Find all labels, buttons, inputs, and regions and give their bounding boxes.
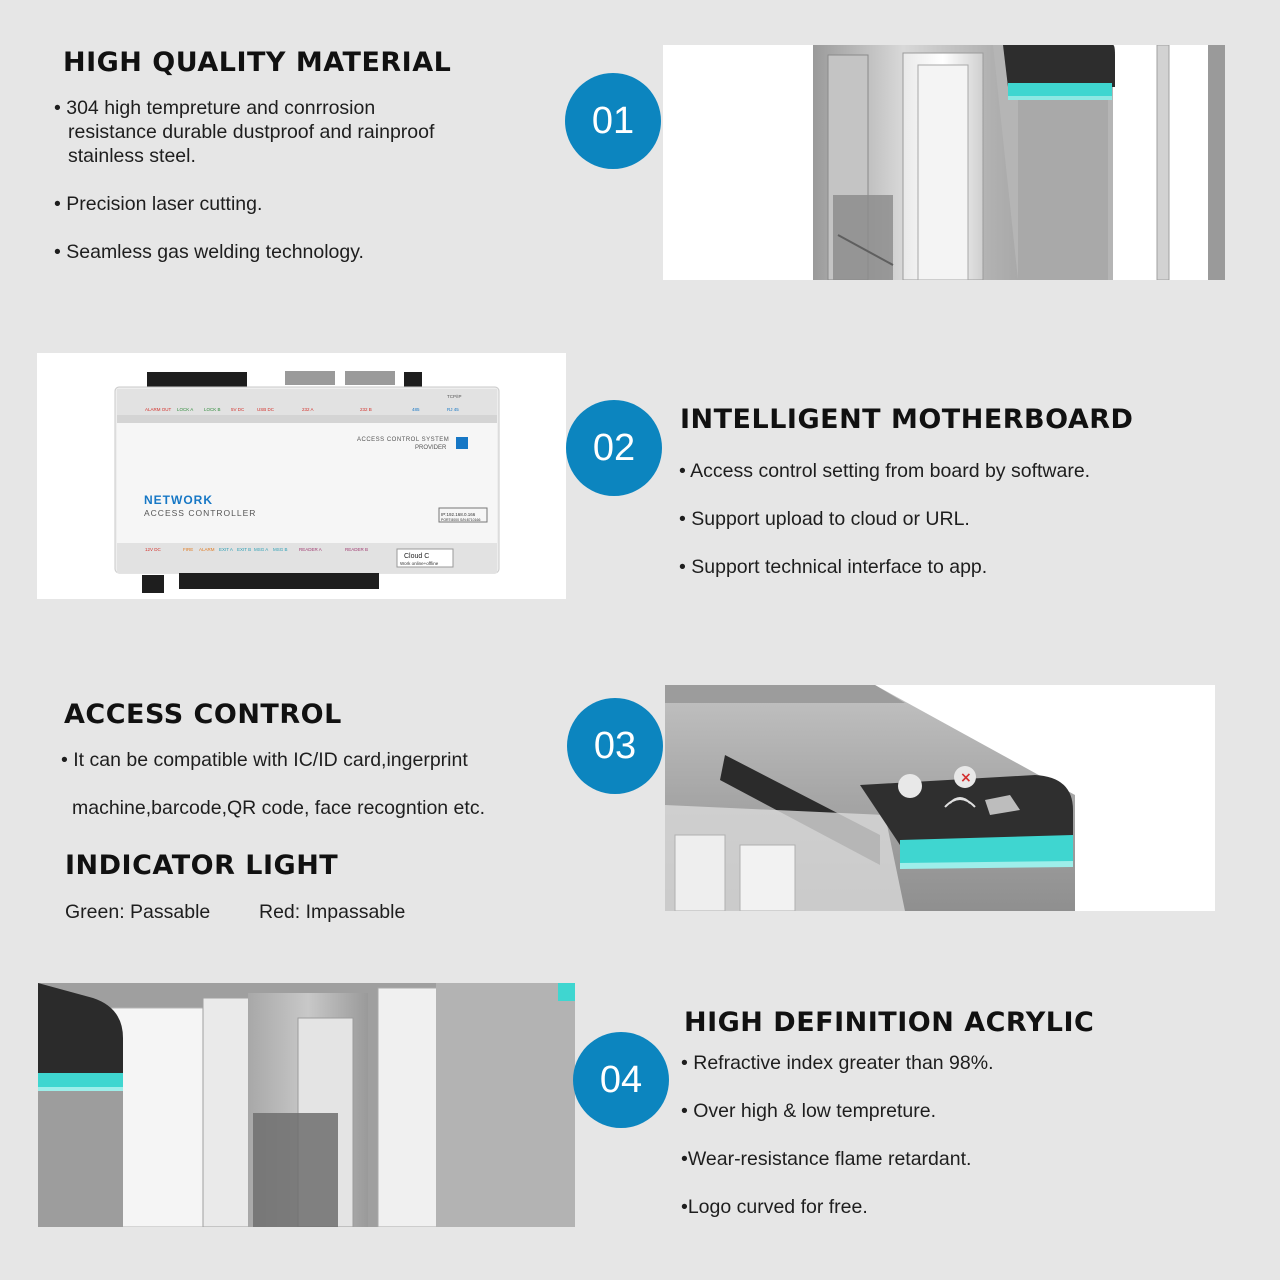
section-3-bullet-1: • It can be compatible with IC/ID card,ingerprint [61,749,468,771]
board-label-msg-a: MSG A [254,547,269,552]
board-brand-line1: NETWORK [144,493,213,507]
section-2-bullet-3: • Support technical interface to app. [679,556,988,578]
indicator-green-label: Green: Passable [65,901,211,923]
section-1-bullet-2: • Precision laser cutting. [54,193,263,215]
board-label-usb: USB DC [257,407,275,412]
section-3-badge: 03 [567,698,663,794]
section-3-title: ACCESS CONTROL [64,699,342,730]
board-label-fire: FIRE [183,547,194,552]
section-2-bullet-1: • Access control setting from board by software. [679,460,1091,482]
turnstile-frame-photo [663,45,1225,280]
controller-board-photo [37,353,566,599]
board-label-485: 485 [412,407,420,412]
section-2-bullet-2: • Support upload to cloud or URL. [679,508,970,530]
board-label-reader-a: READER A [299,547,322,552]
board-label-lock-b: LOCK B [204,407,221,412]
section-3-bullet-1-cont: machine,barcode,QR code, face recogntion etc. [72,797,485,819]
board-cloud-label: Cloud C [404,553,430,560]
board-provider-line2: PROVIDER [415,445,447,451]
acrylic-gate-photo [38,983,575,1227]
board-provider-line1: ACCESS CONTROL SYSTEM [357,437,450,443]
board-label-tcpip: TCP/IP [447,394,462,399]
section-2-badge: 02 [566,400,662,496]
section-1-bullet-3: • Seamless gas welding technology. [54,241,364,263]
board-cloud-sub: Work online+offline [400,561,439,566]
board-label-reader-b: READER B [345,547,369,552]
section-4-bullet-2: • Over high & low tempreture. [681,1100,937,1122]
section-4-title: HIGH DEFINITION ACRYLIC [684,1007,1095,1038]
board-label-lock-a: LOCK A [177,407,194,412]
section-1-bullet-1-cont: resistance durable dustproof and rainproof [68,121,435,143]
section-4-bullet-3: •Wear-resistance flame retardant. [681,1148,972,1170]
board-label-232a: 232 A [302,407,314,412]
board-label-232b: 232 B [360,407,372,412]
indicator-red-label: Red: Impassable [259,901,406,923]
board-label-12vdc: 12V DC [145,547,161,552]
board-label-exit-b: EXIT B [237,547,252,552]
section-1-title: HIGH QUALITY MATERIAL [63,47,452,78]
board-label-exit-a: EXIT A [219,547,233,552]
board-label-rj45: RJ 45 [447,407,459,412]
svg-text:×: × [960,770,972,786]
board-label-msg-b: MSG B [273,547,288,552]
section-4-bullet-4: •Logo curved for free. [681,1196,868,1218]
section-1-bullet-1: • 304 high tempreture and conrrosion [54,97,376,119]
board-ip-label: IP:192.168.0.166 [441,512,476,517]
board-brand-line2: ACCESS CONTROLLER [144,508,257,518]
section-1-badge: 01 [565,73,661,169]
indicator-light-title: INDICATOR LIGHT [65,850,339,881]
section-4-bullet-1: • Refractive index greater than 98%. [681,1052,994,1074]
board-label-5vdc: 5V DC [231,407,245,412]
turnstile-reader-photo [665,685,1215,911]
section-1-bullet-1-cont2: stainless steel. [68,145,196,167]
section-4-badge: 04 [573,1032,669,1128]
board-port-label: PORT:8000 S/N:8710166 [441,518,481,522]
board-label-alarm: ALARM [199,547,215,552]
board-label-alarm-out: ALARM OUT [145,407,172,412]
section-2-title: INTELLIGENT MOTHERBOARD [680,404,1134,435]
